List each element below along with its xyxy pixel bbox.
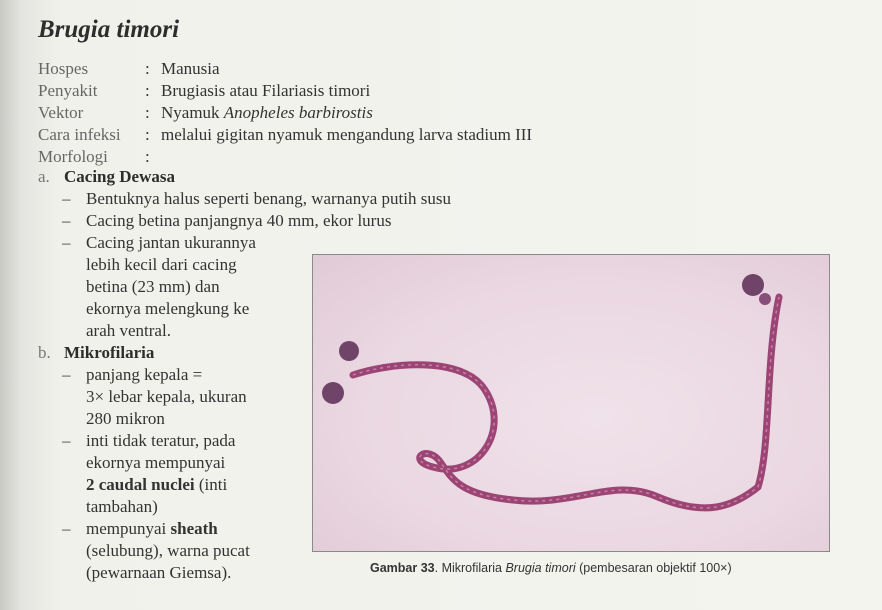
field-label: Cara infeksi [38, 125, 121, 144]
section-title: Mikrofilaria [64, 343, 155, 362]
microfilaria-body [353, 297, 779, 508]
field-value [161, 102, 373, 124]
list-item-text [86, 364, 296, 430]
field-label: Hospes [38, 59, 89, 78]
text-line: 280 mikron [86, 409, 165, 428]
vector-species: Anopheles barbirostis [223, 103, 373, 122]
field-colon: : [145, 125, 150, 144]
text-line [86, 474, 296, 496]
text-line: lebih kecil dari cacing [86, 255, 237, 274]
nucleus-cluster [742, 274, 764, 296]
page-title: Brugia timori [38, 16, 180, 43]
field-hospes [38, 58, 532, 80]
list-item [62, 518, 296, 584]
bold-term: sheath [170, 519, 218, 538]
field-label: Morfologi [38, 147, 108, 166]
nucleus-cluster [322, 382, 344, 404]
list-item [62, 364, 296, 430]
field-colon: : [145, 103, 150, 122]
field-label: Vektor [38, 103, 84, 122]
vector-prefix: Nyamuk [161, 103, 224, 122]
dash-bullet: – [62, 431, 71, 450]
field-penyakit [38, 80, 532, 102]
list-item [62, 430, 296, 518]
field-value: Manusia [161, 59, 220, 78]
bold-term: 2 caudal nuclei [86, 475, 195, 494]
dash-bullet: – [62, 233, 71, 252]
dash-bullet: – [62, 365, 71, 384]
field-value: melalui gigitan nyamuk mengandung larva stadium III [161, 125, 533, 144]
microfilaria-photo [312, 254, 830, 552]
text-line: tambahan) [86, 497, 158, 516]
section-title: Cacing Dewasa [64, 167, 175, 186]
list-item [62, 188, 451, 210]
text-line: Cacing jantan ukurannya [86, 233, 256, 252]
info-fields [38, 58, 532, 168]
dash-bullet: – [62, 519, 71, 538]
field-cara-infeksi [38, 124, 532, 146]
text-line: (pewarnaan Giemsa). [86, 563, 232, 582]
text-line [86, 518, 296, 540]
microfilaria-illustration [313, 255, 829, 551]
dash-bullet: – [62, 189, 71, 208]
text-fragment: mempunyai [86, 519, 171, 538]
field-value: Brugiasis atau Filariasis timori [161, 81, 371, 100]
list-item-text: Bentuknya halus seperti benang, warnanya putih susu [86, 189, 451, 208]
text-line: panjang kepala = [86, 365, 203, 384]
text-line: (selubung), warna pucat [86, 541, 250, 560]
text-line: arah ventral. [86, 321, 171, 340]
caption-rest: (pembesaran objektif 100×) [575, 561, 732, 575]
field-vektor [38, 102, 532, 124]
section-a-heading [38, 166, 175, 188]
nucleus-cluster [339, 341, 359, 361]
figure-caption [370, 561, 732, 575]
text-fragment: (inti [194, 475, 228, 494]
field-colon: : [145, 147, 150, 166]
section-letter: a. [38, 167, 50, 186]
text-line: ekornya melengkung ke [86, 299, 250, 318]
field-morfologi [38, 146, 532, 168]
list-item-text: Cacing betina panjangnya 40 mm, ekor lurus [86, 211, 392, 230]
list-item-text [86, 518, 296, 584]
section-b-list [62, 364, 296, 584]
field-label: Penyakit [38, 81, 98, 100]
list-item-text [86, 430, 296, 518]
text-line: inti tidak teratur, pada [86, 431, 236, 450]
text-line: betina (23 mm) dan [86, 277, 220, 296]
section-letter: b. [38, 343, 51, 362]
text-line: ekornya mempunyai [86, 453, 226, 472]
field-colon: : [145, 59, 150, 78]
nucleus-cluster [759, 293, 771, 305]
text-line: 3× lebar kepala, ukuran [86, 387, 247, 406]
field-colon: : [145, 81, 150, 100]
list-item [62, 210, 451, 232]
caption-text: . Mikrofilaria [434, 561, 506, 575]
list-item-text [86, 232, 296, 342]
section-b-heading [38, 342, 154, 364]
figure-label: Gambar 33 [370, 561, 435, 575]
dash-bullet: – [62, 211, 71, 230]
microfilaria-sheath [353, 297, 779, 508]
caption-species: Brugia timori [505, 561, 576, 575]
